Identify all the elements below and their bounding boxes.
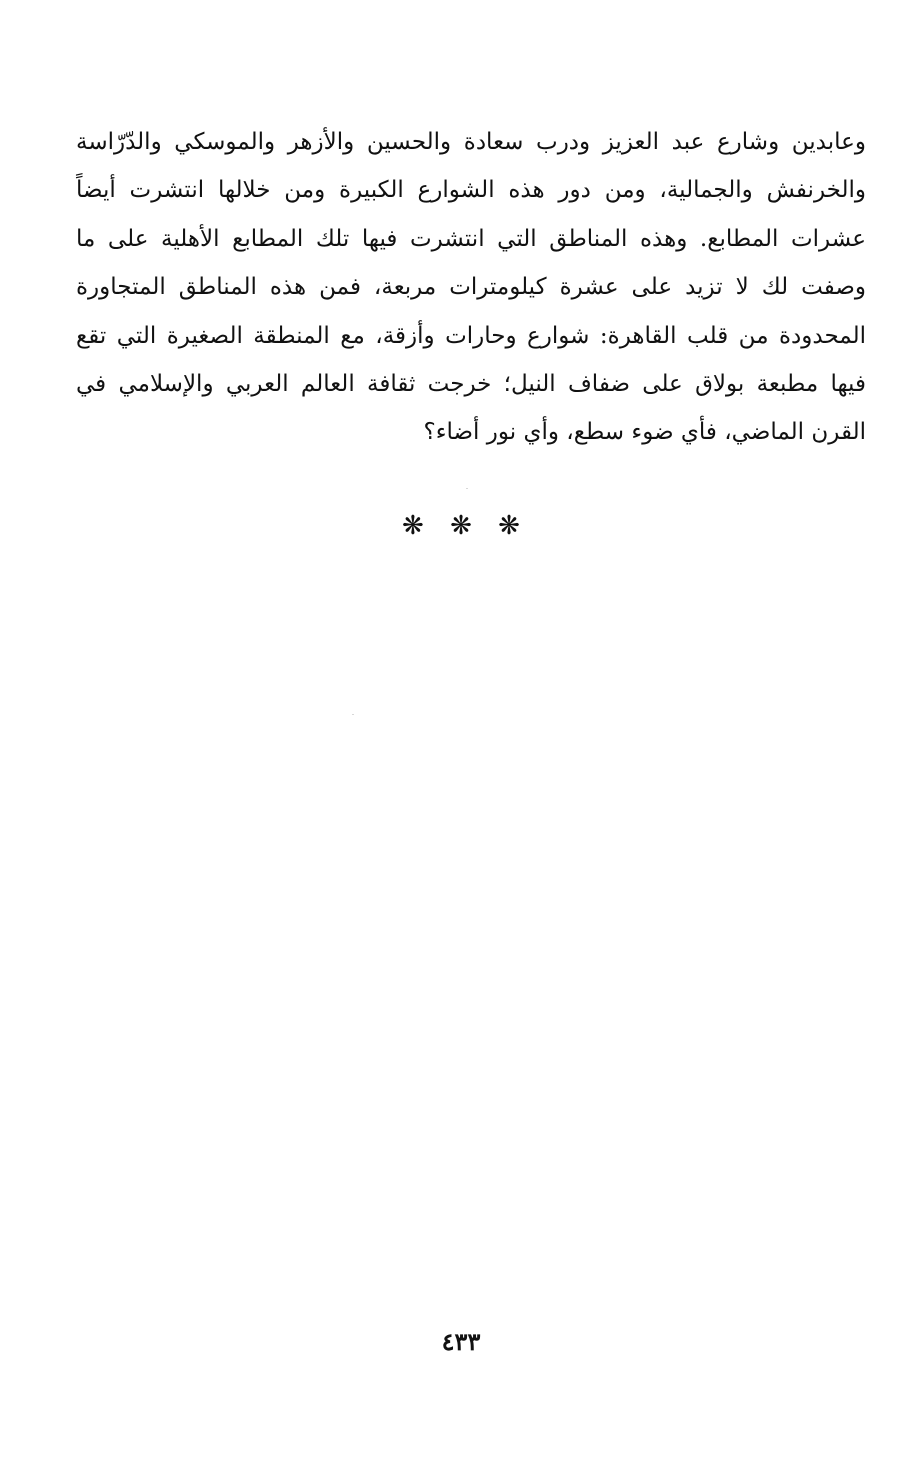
text-line: القرن الماضي، فأي ضوء سطع، وأي نور أضاء؟ <box>423 419 866 446</box>
text-line: وصفت لك لا تزيد على عشرة كيلومترات مربعة، فمن هذه المناطق المتجاورة <box>76 274 866 301</box>
text-line: المحدودة من قلب القاهرة: شوارع وحارات وأزقة، مع المنطقة الصغيرة التي تقع <box>76 322 866 349</box>
section-separator <box>0 508 922 544</box>
text-line: فيها مطبعة بولاق على ضفاف النيل؛ خرجت ثقافة العالم العربي والإسلامي في <box>76 370 866 397</box>
text-line: والخرنفش والجمالية، ومن دور هذه الشوارع الكبيرة ومن خلالها انتشرت أيضاً <box>76 177 866 204</box>
asterism-icon: ❋ <box>450 511 472 541</box>
text-line: وعابدين وشارع عبد العزيز ودرب سعادة والحسين والأزهر والموسكي والدّرّاسة <box>76 129 866 155</box>
text-line: عشرات المطابع. وهذه المناطق التي انتشرت فيها تلك المطابع الأهلية على ما <box>76 225 866 252</box>
asterism-icon: ❋ <box>498 511 520 541</box>
asterism-icon: ❋ <box>402 511 424 541</box>
scan-speck <box>466 488 468 489</box>
scan-speck <box>352 714 354 715</box>
page-number: ٤٣٣ <box>441 1327 481 1356</box>
body-paragraph <box>76 118 866 457</box>
